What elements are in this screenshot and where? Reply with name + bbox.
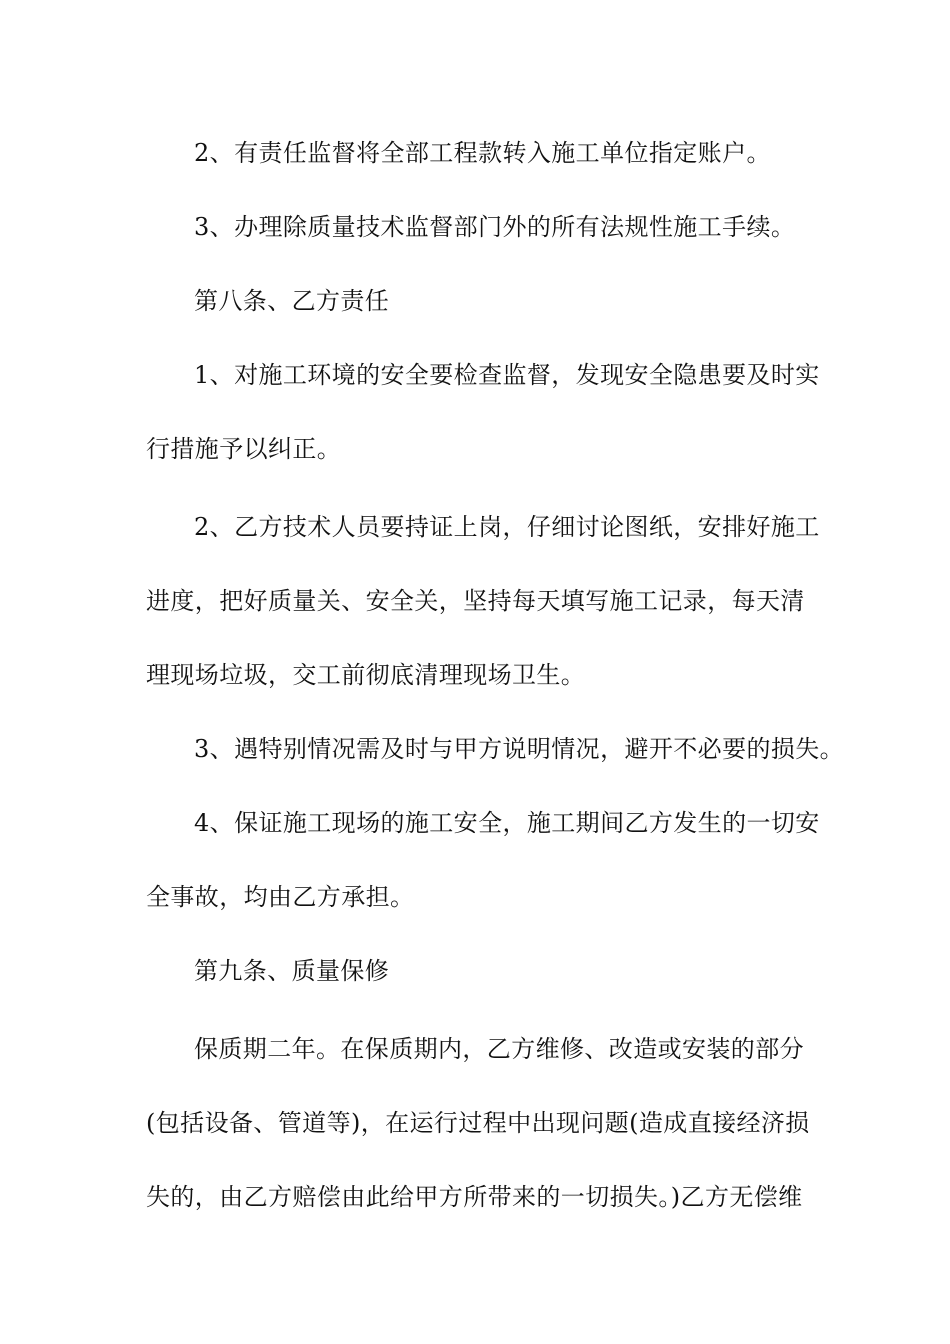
clause-7-item-3: 3、办理除质量技术监督部门外的所有法规性施工手续。 — [194, 213, 796, 241]
clause-7-item-2: 2、有责任监督将全部工程款转入施工单位指定账户。 — [194, 139, 771, 167]
clause-8-item-2-line-2: 进度，把好质量关、安全关，坚持每天填写施工记录，每天清 — [146, 587, 805, 615]
clause-8-item-1-line-1: 1、对施工环境的安全要检查监督，发现安全隐患要及时实 — [194, 361, 820, 389]
clause-8-item-4-line-1: 4、保证施工现场的施工安全，施工期间乙方发生的一切安 — [194, 809, 820, 837]
clause-9-heading: 第九条、质量保修 — [194, 957, 390, 985]
clause-8-item-2-line-1: 2、乙方技术人员要持证上岗，仔细讨论图纸，安排好施工 — [194, 513, 820, 541]
clause-8-item-1-line-2: 行措施予以纠正。 — [146, 435, 342, 463]
clause-9-para-line-3: 失的，由乙方赔偿由此给甲方所带来的一切损失。)乙方无偿维 — [146, 1183, 803, 1211]
clause-8-item-3: 3、遇特别情况需及时与甲方说明情况，避开不必要的损失。 — [194, 735, 845, 763]
clause-8-item-4-line-2: 全事故，均由乙方承担。 — [146, 883, 415, 911]
clause-8-item-2-line-3: 理现场垃圾，交工前彻底清理现场卫生。 — [146, 661, 586, 689]
clause-8-heading: 第八条、乙方责任 — [194, 287, 390, 315]
clause-9-para-line-2: (包括设备、管道等)，在运行过程中出现问题(造成直接经济损 — [146, 1109, 810, 1137]
clause-9-para-line-1: 保质期二年。在保质期内，乙方维修、改造或安装的部分 — [194, 1035, 804, 1063]
